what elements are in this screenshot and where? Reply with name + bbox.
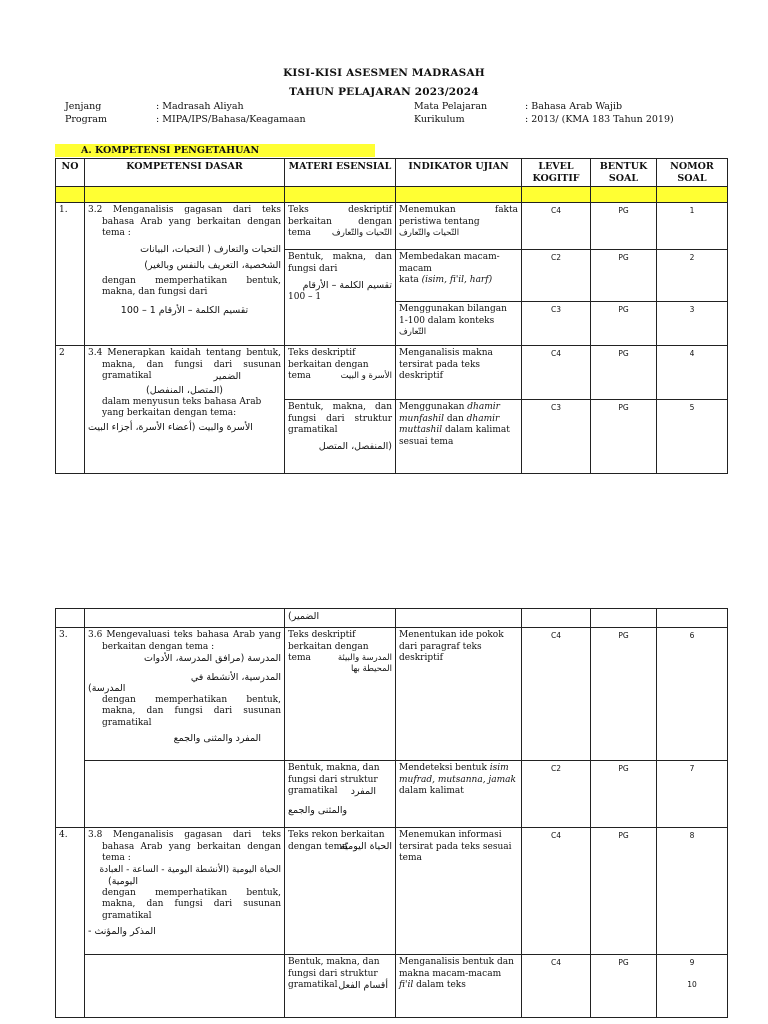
nomor-cell: 6 [657,628,728,761]
row-number: 1. [56,203,85,346]
competency-table-2 [55,608,728,1018]
program-label: Program [65,114,107,125]
indikator-cell: Menganalisis bentuk dan makna macam-macam fi'il dalam teks [396,955,522,1018]
mapel-label: Mata Pelajaran [414,101,488,112]
level-cell: C3 [522,302,591,346]
kd-cell: 3.6 Mengevaluasi teks bahasa Arab yang berkaitan dengan tema : المدرسة (مرافق المدرسة، الأدوات المدرسية، الأنشطة في المدرسة) dengan memperhatikan bentuk, makna, dan fungsi dari susunan gramatikal المفرد والمثنى والجمع [85,628,285,761]
col-indikator: INDIKATOR UJIAN [396,159,522,187]
document-title: KISI-KISI ASESMEN MADRASAH [283,67,485,79]
program-value: : MIPA/IPS/Bahasa/Keagamaan [156,114,306,125]
materi-cell: Teks deskriptif berkaitan dengan tema المدرسة والبيئة المحيطة بها [285,628,396,761]
col-bentuk: BENTUK SOAL [591,159,657,187]
bentuk-cell: PG [591,628,657,761]
indikator-cell: Menggunakan bilangan 1-100 dalam konteks التّعارف [396,302,522,346]
level-cell: C2 [522,761,591,828]
table-row [56,761,728,828]
nomor-cell: 4 [657,346,728,400]
indikator-cell: Menentukan ide pokok dari paragraf teks deskriptif [396,628,522,761]
level-cell: C4 [522,203,591,250]
nomor-cell: 8 [657,828,728,955]
bentuk-cell: PG [591,346,657,400]
table-row [56,628,728,761]
col-materi: MATERI ESENSIAL [285,159,396,187]
bentuk-cell: PG [591,955,657,1018]
nomor-cell: 7 [657,761,728,828]
indikator-cell: Mendeteksi bentuk isim mufrad, mutsanna, jamak dalam kalimat [396,761,522,828]
level-cell: C4 [522,955,591,1018]
materi-cell: Bentuk, makna, dan fungsi dari struktur gramatikal (المنفصل، المتصل [285,400,396,474]
table-row [56,203,728,250]
kurikulum-label: Kurikulum [414,114,465,125]
indikator-cell: Menemukan fakta peristiwa tentang التّحيات والتّعارف [396,203,522,250]
kd-cell: 3.8 Menganalisis gagasan dari teks bahasa Arab yang berkaitan dengan tema : الحياة اليومية (الأنشطة اليومية - الساعة - العبادة اليومية) dengan memperhatikan bentuk, makna, dan fungsi dari susunan gramatikal المذكر والمؤنث - [85,828,285,955]
materi-cell: Bentuk, makna, dan fungsi dari تقسيم الكلمة – الأرقام 100 – 1 [285,250,396,346]
materi-cell: Teks deskriptif berkaitan dengan tema الأسرة و البيت [285,346,396,400]
jenjang-value: : Madrasah Aliyah [156,101,244,112]
table-header-row [56,159,728,187]
bentuk-cell: PG [591,302,657,346]
level-cell: C4 [522,346,591,400]
kd-cell: 3.4 Menerapkan kaidah tentang bentuk, makna, dan fungsi dari susunan gramatikal الضمير (المتصل، المنفصل) dalam menyusun teks bahasa Arab yang berkaitan dengan tema: الأسرة والبيت (أعضاء الأسرة، أجزاء البيت [85,346,285,474]
bentuk-cell: PG [591,400,657,474]
level-cell: C3 [522,400,591,474]
col-kd: KOMPETENSI DASAR [85,159,285,187]
table-row [56,346,728,400]
materi-cell: الضمير) [285,609,396,628]
bentuk-cell: PG [591,828,657,955]
nomor-cell: 3 [657,302,728,346]
row-number: 3. [56,628,85,828]
document-subtitle: TAHUN PELAJARAN 2023/2024 [289,86,479,98]
kd-cell [85,955,285,1018]
col-level: LEVEL KOGITIF [522,159,591,187]
materi-cell: Teks deskriptif berkaitan dengan tema التّحيات والتّعارف [285,203,396,250]
competency-table-1 [55,158,728,474]
indikator-cell: Menggunakan dhamir munfashil dan dhamir muttashil dalam kalimat sesuai tema [396,400,522,474]
indikator-cell: Membedakan macam-macam kata (isim, fi'il, harf) [396,250,522,302]
highlight-row [56,187,728,203]
jenjang-label: Jenjang [65,101,102,112]
col-no: NO [56,159,85,187]
col-nomor: NOMOR SOAL [657,159,728,187]
materi-cell: Bentuk, makna, dan fungsi dari struktur gramatikal المفرد والمثنى والجمع [285,761,396,828]
nomor-cell: 5 [657,400,728,474]
nomor-cell: 2 [657,250,728,302]
materi-cell: Bentuk, makna, dan fungsi dari struktur gramatikal أقسام الفعل [285,955,396,1018]
kurikulum-value: : 2013/ (KMA 183 Tahun 2019) [525,114,674,125]
table-row [56,955,728,1018]
row-number: 4. [56,828,85,1018]
table-row [56,828,728,955]
row-number: 2 [56,346,85,474]
kd-cell: 3.2 Menganalisis gagasan dari teks bahasa Arab yang berkaitan dengan tema : التحيات والتعارف ( التحيات، البيانات الشخصية، التعريف بالنفس وبالغير) dengan memperhatikan bentuk, makna, dan fungsi dari تقسيم الكلمة – الأرقام 1 – 100 [85,203,285,346]
bentuk-cell: PG [591,250,657,302]
nomor-cell: 9 10 [657,955,728,1018]
bentuk-cell: PG [591,761,657,828]
bentuk-cell: PG [591,203,657,250]
section-title: A. KOMPETENSI PENGETAHUAN [55,144,375,157]
level-cell: C4 [522,628,591,761]
table-row [56,609,728,628]
mapel-value: : Bahasa Arab Wajib [525,101,623,112]
level-cell: C4 [522,828,591,955]
nomor-cell: 1 [657,203,728,250]
kd-cell [85,761,285,828]
indikator-cell: Menemukan informasi tersirat pada teks sesuai tema [396,828,522,955]
level-cell: C2 [522,250,591,302]
materi-cell: Teks rekon berkaitan dengan tema الحياة اليوميّة [285,828,396,955]
indikator-cell: Menganalisis makna tersirat pada teks deskriptif [396,346,522,400]
